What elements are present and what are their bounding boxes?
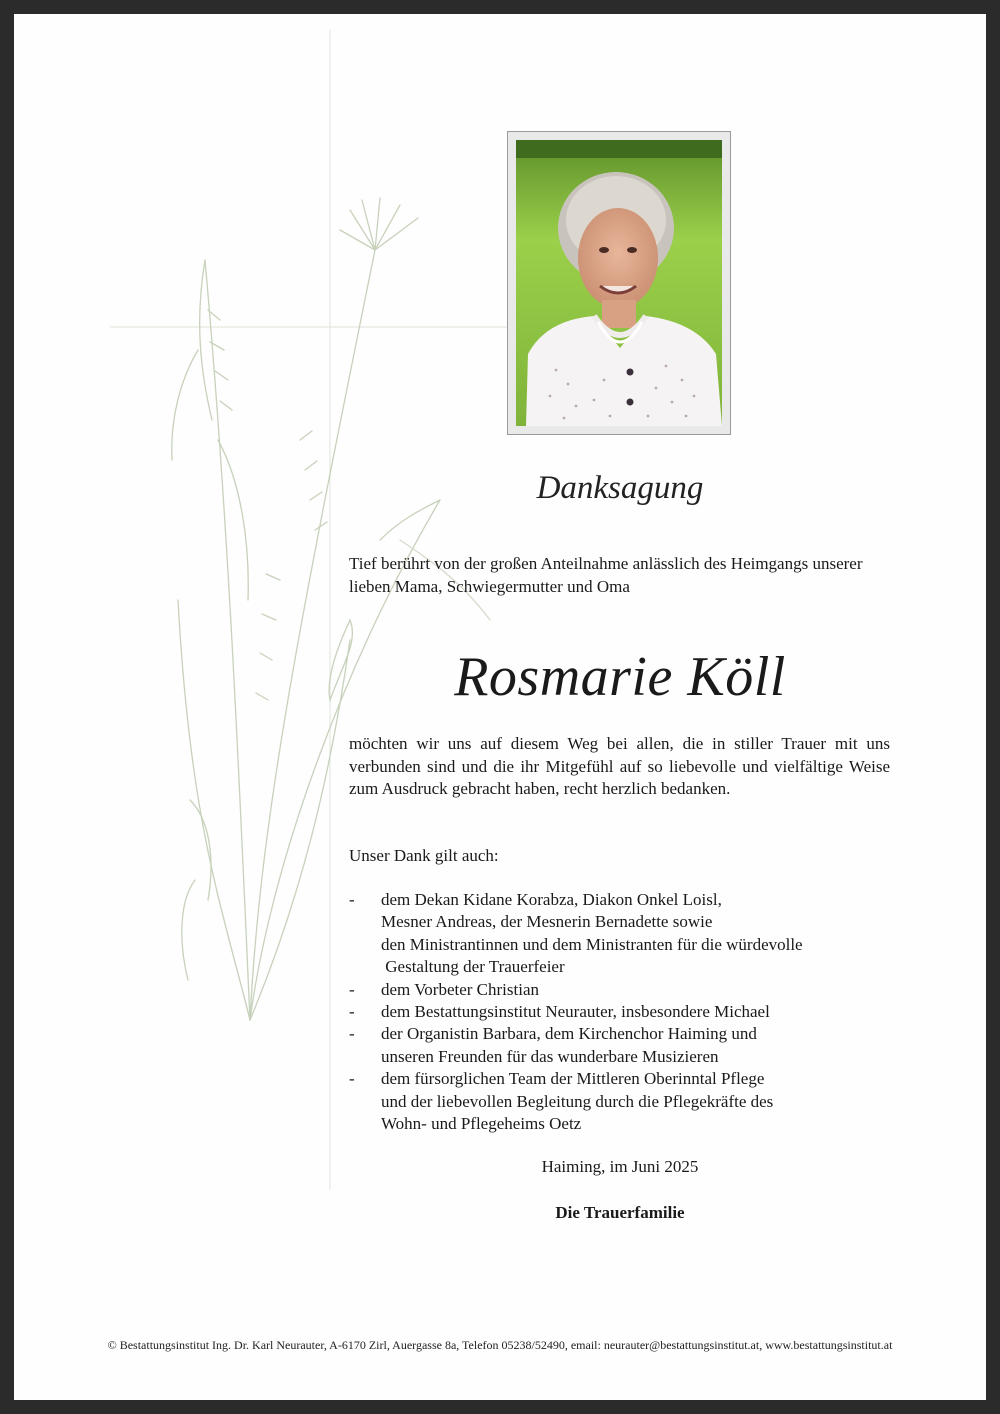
- body-text: möchten wir uns auf diesem Weg bei allen, die in stiller Trauer mit uns verbunden sind und die ihr Mitgefühl auf so liebevolle und vielfältige Weise zum Ausdruck gebracht haben, recht herzlich bedanken.: [349, 734, 890, 798]
- thanks-item: [349, 979, 894, 1001]
- list-dash: -: [349, 1002, 355, 1022]
- thanks-line: und der liebevollen Begleitung durch die Pflegekräfte des: [381, 1091, 774, 1111]
- place-date: Haiming, im Juni 2025: [541, 1157, 699, 1176]
- deceased-name: Rosmarie Köll: [454, 646, 786, 708]
- heading-danksagung: Danksagung: [536, 470, 704, 506]
- thanks-intro: Unser Dank gilt auch:: [349, 846, 499, 865]
- list-dash: -: [349, 1024, 355, 1044]
- list-dash: -: [349, 890, 355, 909]
- thanks-list: [349, 889, 894, 1135]
- intro-text: Tief berührt von der großen Anteilnahme anlässlich des Heimgangs unserer lieben Mama, Schwiegermutter und Oma: [349, 554, 863, 596]
- list-dash: -: [349, 979, 355, 999]
- thanks-line: dem Vorbeter Christian: [381, 979, 540, 999]
- thanks-item: [349, 1023, 894, 1068]
- thanks-item: [349, 889, 894, 979]
- thanks-item: [349, 1068, 894, 1135]
- thanks-line: Mesner Andreas, der Mesnerin Bernadette sowie: [381, 912, 713, 932]
- list-dash: -: [349, 1069, 355, 1089]
- thanks-line: Gestaltung der Trauerfeier: [381, 957, 565, 977]
- portrait-photo-icon: [516, 140, 722, 426]
- signature: Die Trauerfamilie: [555, 1203, 685, 1222]
- thanks-line: dem Dekan Kidane Korabza, Diakon Onkel Loisl,: [381, 890, 722, 909]
- thanks-line: dem fürsorglichen Team der Mittleren Oberinntal Pflege: [381, 1069, 765, 1089]
- thanks-line: der Organistin Barbara, dem Kirchenchor Haiming und: [381, 1024, 757, 1044]
- thanks-line: unseren Freunden für das wunderbare Musizieren: [381, 1046, 719, 1066]
- footer-imprint: © Bestattungsinstitut Ing. Dr. Karl Neurauter, A-6170 Zirl, Auergasse 8a, Telefon 05238/52490, email: neurauter@bestattungsinstitut.at, www.bestattungsinstitut.at: [107, 1338, 893, 1352]
- thanks-item: [349, 1001, 894, 1023]
- portrait-frame: [507, 131, 731, 435]
- thanks-line: dem Bestattungsinstitut Neurauter, insbesondere Michael: [381, 1002, 770, 1022]
- thanks-line: den Ministrantinnen und dem Ministranten für die würdevolle: [381, 934, 803, 954]
- thanks-line: Wohn- und Pflegeheims Oetz: [381, 1114, 582, 1134]
